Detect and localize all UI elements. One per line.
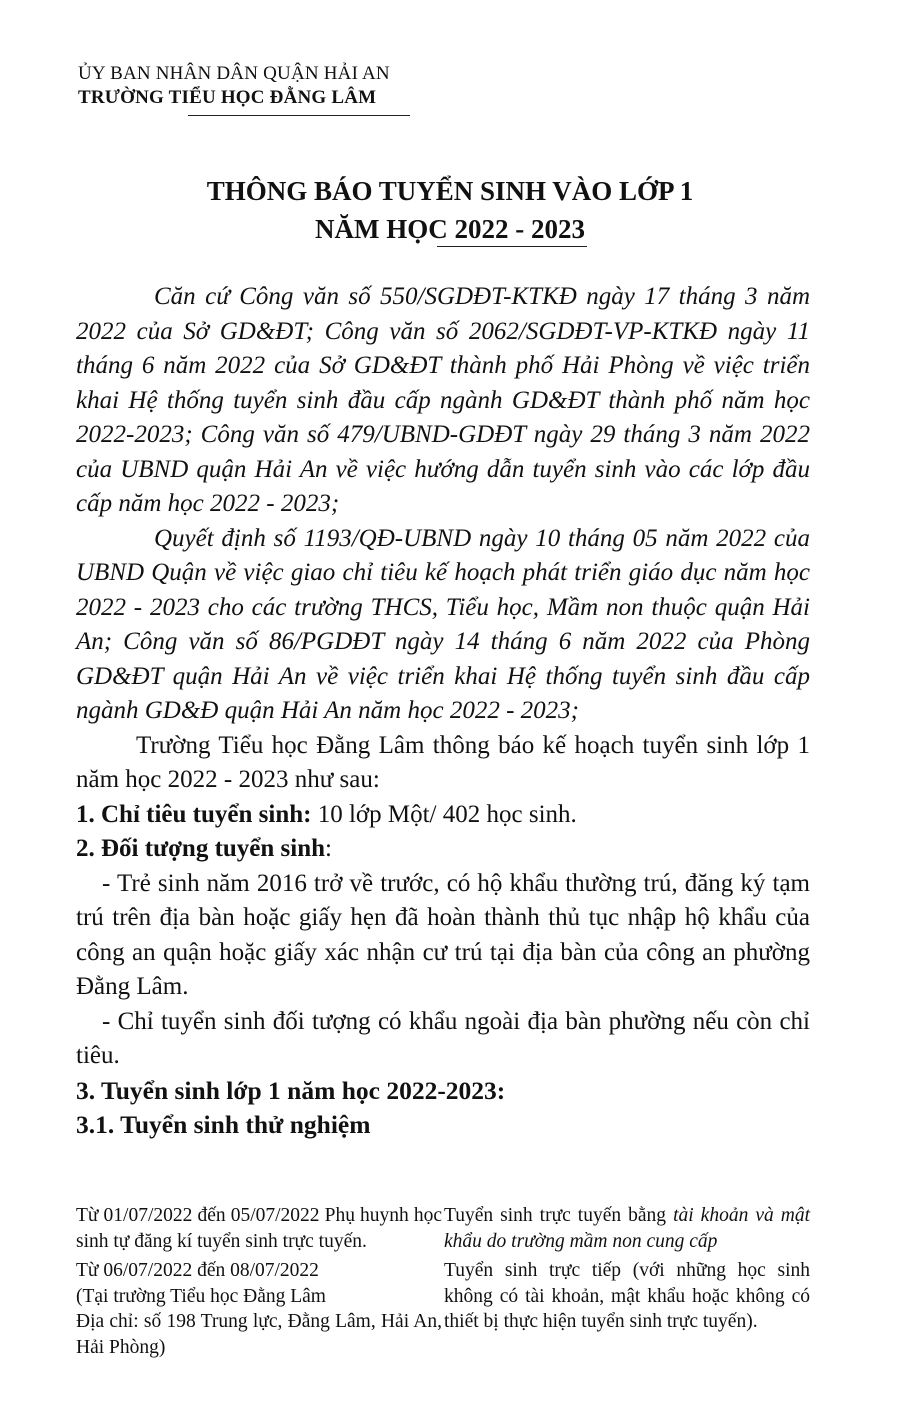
method-1-text: Tuyển sinh trực tuyến bằng	[444, 1205, 674, 1226]
title-line-1: THÔNG BÁO TUYỂN SINH VÀO LỚP 1	[206, 176, 694, 206]
table-row	[76, 1258, 810, 1360]
intro-paragraph: Trường Tiểu học Đằng Lâm thông báo kế hoạch tuyển sinh lớp 1 năm học 2022 - 2023 như sau:	[76, 731, 810, 793]
section-3-1-heading: 3.1. Tuyển sinh thử nghiệm	[76, 1110, 371, 1139]
table-cell-method-2: Tuyển sinh trực tiếp (với những học sinh không có tài khoản, mật khẩu hoặc không có thiết bị thực hiện tuyển sinh trực tuyến).	[444, 1260, 810, 1332]
section-1-label: 1. Chỉ tiêu tuyển sinh:	[76, 800, 312, 828]
table-row	[76, 1203, 810, 1254]
section-1-value: 10 lớp Một/ 402 học sinh.	[311, 800, 577, 828]
section-2-colon: :	[325, 835, 332, 862]
issuer-header	[78, 62, 390, 110]
section-2-heading	[76, 832, 810, 867]
school-name: TRƯỜNG TIỂU HỌC ĐẰNG LÂM	[78, 87, 377, 108]
section-3-heading: 3. Tuyển sinh lớp 1 năm học 2022-2023:	[76, 1075, 506, 1105]
period-2-address: Địa chỉ: số 198 Trung lực, Đằng Lâm, Hải An, Hải Phòng)	[76, 1311, 442, 1358]
table-cell-period-1: Từ 01/07/2022 đến 05/07/2022 Phụ huynh học sinh tự đăng kí tuyển sinh trực tuyến.	[76, 1205, 442, 1252]
document-title	[0, 172, 900, 248]
schedule-table	[76, 1203, 810, 1360]
section-2-label: 2. Đối tượng tuyển sinh	[76, 835, 326, 862]
legal-basis-paragraph-2: Quyết định số 1193/QĐ-UBND ngày 10 tháng 05 năm 2022 của UBND Quận về việc giao chỉ tiêu kế hoạch phát triển giáo dục năm học 2022 - 2023 cho các trường THCS, Tiểu học, Mầm non thuộc quận Hải An; Công văn số 86/PGDĐT ngày 14 tháng 6 năm 2022 của Phòng GD&ĐT quận Hải An về việc triển khai Hệ thống tuyển sinh đầu cấp ngành GD&Đ quận Hải An năm học 2022 - 2023;	[76, 524, 810, 724]
authority-name: ỦY BAN NHÂN DÂN QUẬN HẢI AN	[78, 63, 390, 84]
title-underline	[437, 246, 587, 247]
section-1	[76, 798, 810, 833]
table-cell-period-2	[76, 1258, 442, 1360]
title-line-2: NĂM HỌC 2022 - 2023	[315, 214, 585, 244]
method-1-italic: tài khoản và mật khẩu do trường mầm non cung cấp	[444, 1205, 810, 1252]
period-2-location: (Tại trường Tiểu học Đằng Lâm	[76, 1285, 326, 1307]
document-body	[76, 280, 810, 1143]
section-2-item-2: - Chỉ tuyển sinh đối tượng có khẩu ngoài địa bàn phường nếu còn chỉ tiêu.	[76, 1007, 810, 1069]
table-cell-method-1	[444, 1203, 810, 1254]
period-2-dates: Từ 06/07/2022 đến 08/07/2022	[76, 1260, 319, 1281]
header-underline	[188, 115, 410, 116]
legal-basis-paragraph-1: Căn cứ Công văn số 550/SGDĐT-KTKĐ ngày 17 tháng 3 năm 2022 của Sở GD&ĐT; Công văn số 2062/SGDĐT-VP-KTKĐ ngày 11 tháng 6 năm 2022 của Sở GD&ĐT thành phố Hải Phòng về việc triển khai Hệ thống tuyển sinh đầu cấp ngành GD&ĐT thành phố năm học 2022-2023; Công văn số 479/UBND-GDĐT ngày 29 tháng 3 năm 2022 của UBND quận Hải An về việc hướng dẫn tuyển sinh vào các lớp đầu cấp năm học 2022 - 2023;	[76, 283, 810, 517]
section-2-item-1: - Trẻ sinh năm 2016 trở về trước, có hộ khẩu thường trú, đăng ký tạm trú trên địa bàn hoặc giấy hẹn đã hoàn thành thủ tục nhập hộ khẩu của công an quận hoặc giấy xác nhận cư trú tại địa bàn của công an phường Đằng Lâm.	[76, 869, 810, 1000]
